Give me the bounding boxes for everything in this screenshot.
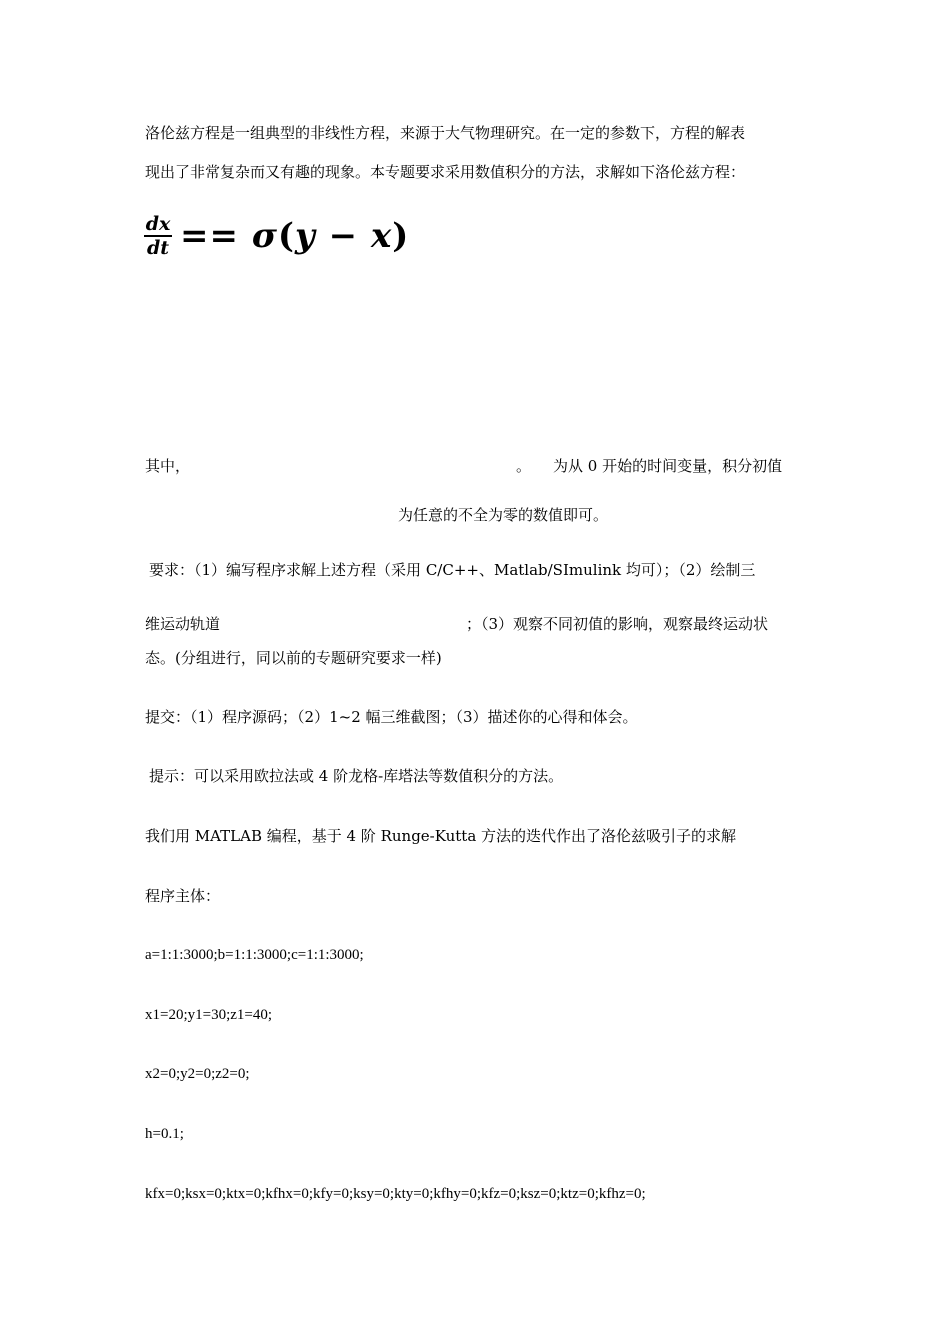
requirements-line-3: 态。(分组进行，同以前的专题研究要求一样) [145, 649, 442, 667]
where-label: 其中， [145, 457, 191, 475]
sigma-symbol: σ [251, 216, 278, 256]
where-period: 。 [516, 457, 532, 475]
requirements-line-2a: 维运动轨道 [145, 615, 221, 633]
equation-rhs [180, 216, 409, 256]
derivative-fraction [144, 214, 172, 258]
intro-line-1: 洛伦兹方程是一组典型的非线性方程，来源于大气物理研究。在一定的参数下，方程的解表 [145, 124, 746, 142]
code-line: x1=20;y1=30;z1=40; [145, 1007, 273, 1023]
code-line: a=1:1:3000;b=1:1:3000;c=1:1:3000; [145, 947, 364, 963]
hint-line: 提示：可以采用欧拉法或 4 阶龙格-库塔法等数值积分的方法。 [149, 767, 564, 785]
var-x: x [370, 216, 393, 256]
requirements-line-2b: ；（3）观察不同初值的影响，观察最终运动状 [466, 615, 769, 633]
approach-line: 我们用 MATLAB 编程，基于 4 阶 Runge-Kutta 方法的迭代作出了洛伦兹吸引子的求解 [145, 827, 737, 845]
code-line: x2=0;y2=0;z2=0; [145, 1066, 250, 1082]
var-y: y [295, 216, 316, 256]
lorenz-equation [144, 208, 409, 264]
code-line: h=0.1; [145, 1126, 184, 1142]
where-line-2: 为任意的不全为零的数值即可。 [398, 506, 609, 524]
equals-sign: == [180, 216, 239, 256]
fraction-denominator: dt [146, 237, 170, 259]
submit-line: 提交：（1）程序源码；（2）1~2 幅三维截图；（3）描述你的心得和体会。 [145, 708, 638, 726]
program-heading: 程序主体： [145, 887, 221, 905]
code-line: kfx=0;ksx=0;ktx=0;kfhx=0;kfy=0;ksy=0;kty=0;kfhy=0;kfz=0;ksz=0;ktz=0;kfhz=0; [145, 1186, 646, 1202]
close-paren: ) [392, 216, 410, 256]
minus-sign: − [315, 216, 371, 256]
requirements-line-1: 要求：（1）编写程序求解上述方程（采用 C/C++、Matlab/SImulink 均可）；（2）绘制三 [149, 561, 756, 579]
open-paren: ( [277, 216, 295, 256]
intro-line-2: 现出了非常复杂而又有趣的现象。本专题要求采用数值积分的方法，求解如下洛伦兹方程： [145, 163, 746, 181]
fraction-numerator: dx [145, 213, 171, 235]
where-text: 为从 0 开始的时间变量，积分初值 [553, 457, 783, 475]
